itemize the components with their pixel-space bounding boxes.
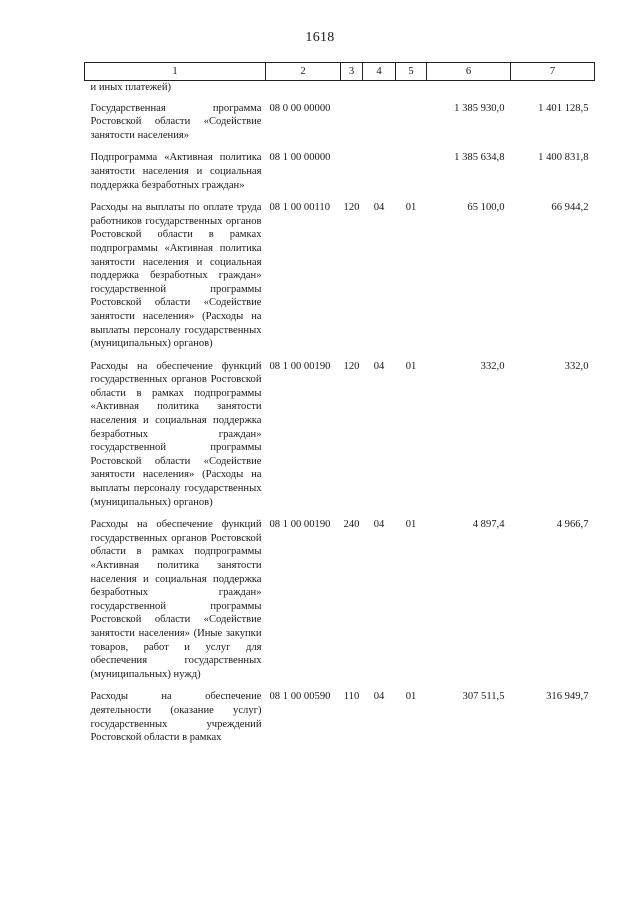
header-col-7: 7 (511, 63, 595, 81)
header-col-6: 6 (427, 63, 511, 81)
table-row (85, 690, 595, 753)
row-name: Расходы на обеспечение функций государственных органов Ростовской области в рамках подпрограммы «Активная политика занятости населения и социальная поддержка безработных граждан» государственной программы Ростовской области «Содействие занятости населения» (Расходы на выплаты персоналу государственных (муниципальных) органов) (90, 360, 262, 508)
row-rz: 04 (373, 202, 385, 214)
row-code: 08 1 00 00590 (269, 691, 331, 703)
row-code: 08 1 00 00190 (269, 360, 331, 372)
table-row (85, 518, 595, 690)
row-sum-1: 4 897,4 (472, 519, 505, 531)
header-col-1: 1 (85, 63, 266, 81)
row-sum-2: 4 966,7 (556, 519, 589, 531)
row-pr (396, 102, 427, 152)
page-number: 1618 (305, 30, 335, 45)
row-sum-2: 1 400 831,8 (538, 152, 589, 164)
row-vr: 120 (343, 202, 360, 214)
row-name: Расходы на обеспечение функций государственных органов Ростовской области в рамках подпрограммы «Активная политика занятости населения и социальная поддержка безработных граждан» государственной программы Ростовской области «Содействие занятости населения» (Иные закупки товаров, работ и услуг для обеспечения государственных (муниципальных) нужд) (90, 519, 262, 680)
row-pr: 01 (405, 519, 417, 531)
row-name: Расходы на выплаты по оплате труда работников государственных органов Ростовской области в рамках подпрограммы «Активная политика занятости населения и социальная поддержка безработных граждан» государственной программы Ростовской области «Содействие занятости населения» (Расходы на выплаты персоналу государственных (муниципальных) органов) (90, 202, 262, 350)
table-row (85, 151, 595, 201)
row-sum-2: 332,0 (564, 360, 589, 372)
row-pr (396, 151, 427, 201)
row-pr: 01 (405, 691, 417, 703)
row-sum-1: 307 511,5 (462, 691, 505, 703)
row-name: Подпрограмма «Активная политика занятости населения и социальная поддержка безработных граждан» (90, 152, 262, 191)
budget-table (84, 62, 595, 754)
row-vr (341, 151, 363, 201)
continuation-row (85, 81, 595, 102)
row-rz: 04 (373, 691, 385, 703)
header-col-4: 4 (363, 63, 396, 81)
row-sum-1: 332,0 (480, 360, 505, 372)
row-rz (363, 151, 396, 201)
table-row (85, 102, 595, 152)
table-row (85, 360, 595, 519)
continuation-text: и иных платежей) (90, 82, 172, 93)
row-sum-1: 1 385 634,8 (454, 152, 505, 164)
row-vr: 240 (343, 519, 360, 531)
row-sum-2: 66 944,2 (551, 202, 589, 214)
row-code: 08 1 00 00110 (269, 202, 331, 214)
row-sum-2: 316 949,7 (546, 691, 589, 703)
header-col-3: 3 (341, 63, 363, 81)
row-pr: 01 (405, 202, 417, 214)
row-code: 08 1 00 00000 (269, 152, 331, 164)
row-pr: 01 (405, 360, 417, 372)
row-vr: 110 (343, 691, 360, 703)
table-header (85, 63, 595, 81)
row-code: 08 0 00 00000 (269, 102, 331, 114)
table-row (85, 201, 595, 360)
row-vr (341, 102, 363, 152)
header-col-5: 5 (396, 63, 427, 81)
row-rz: 04 (373, 360, 385, 372)
row-name: Государственная программа Ростовской области «Содействие занятости населения» (90, 102, 262, 141)
row-sum-1: 1 385 930,0 (454, 102, 505, 114)
row-name: Расходы на обеспечение деятельности (оказание услуг) государственных учреждений Ростовской области в рамках (90, 691, 262, 744)
header-col-2: 2 (266, 63, 341, 81)
row-rz (363, 102, 396, 152)
row-sum-2: 1 401 128,5 (538, 102, 589, 114)
row-vr: 120 (343, 360, 360, 372)
row-rz: 04 (373, 519, 385, 531)
row-sum-1: 65 100,0 (467, 202, 505, 214)
row-code: 08 1 00 00190 (269, 519, 331, 531)
